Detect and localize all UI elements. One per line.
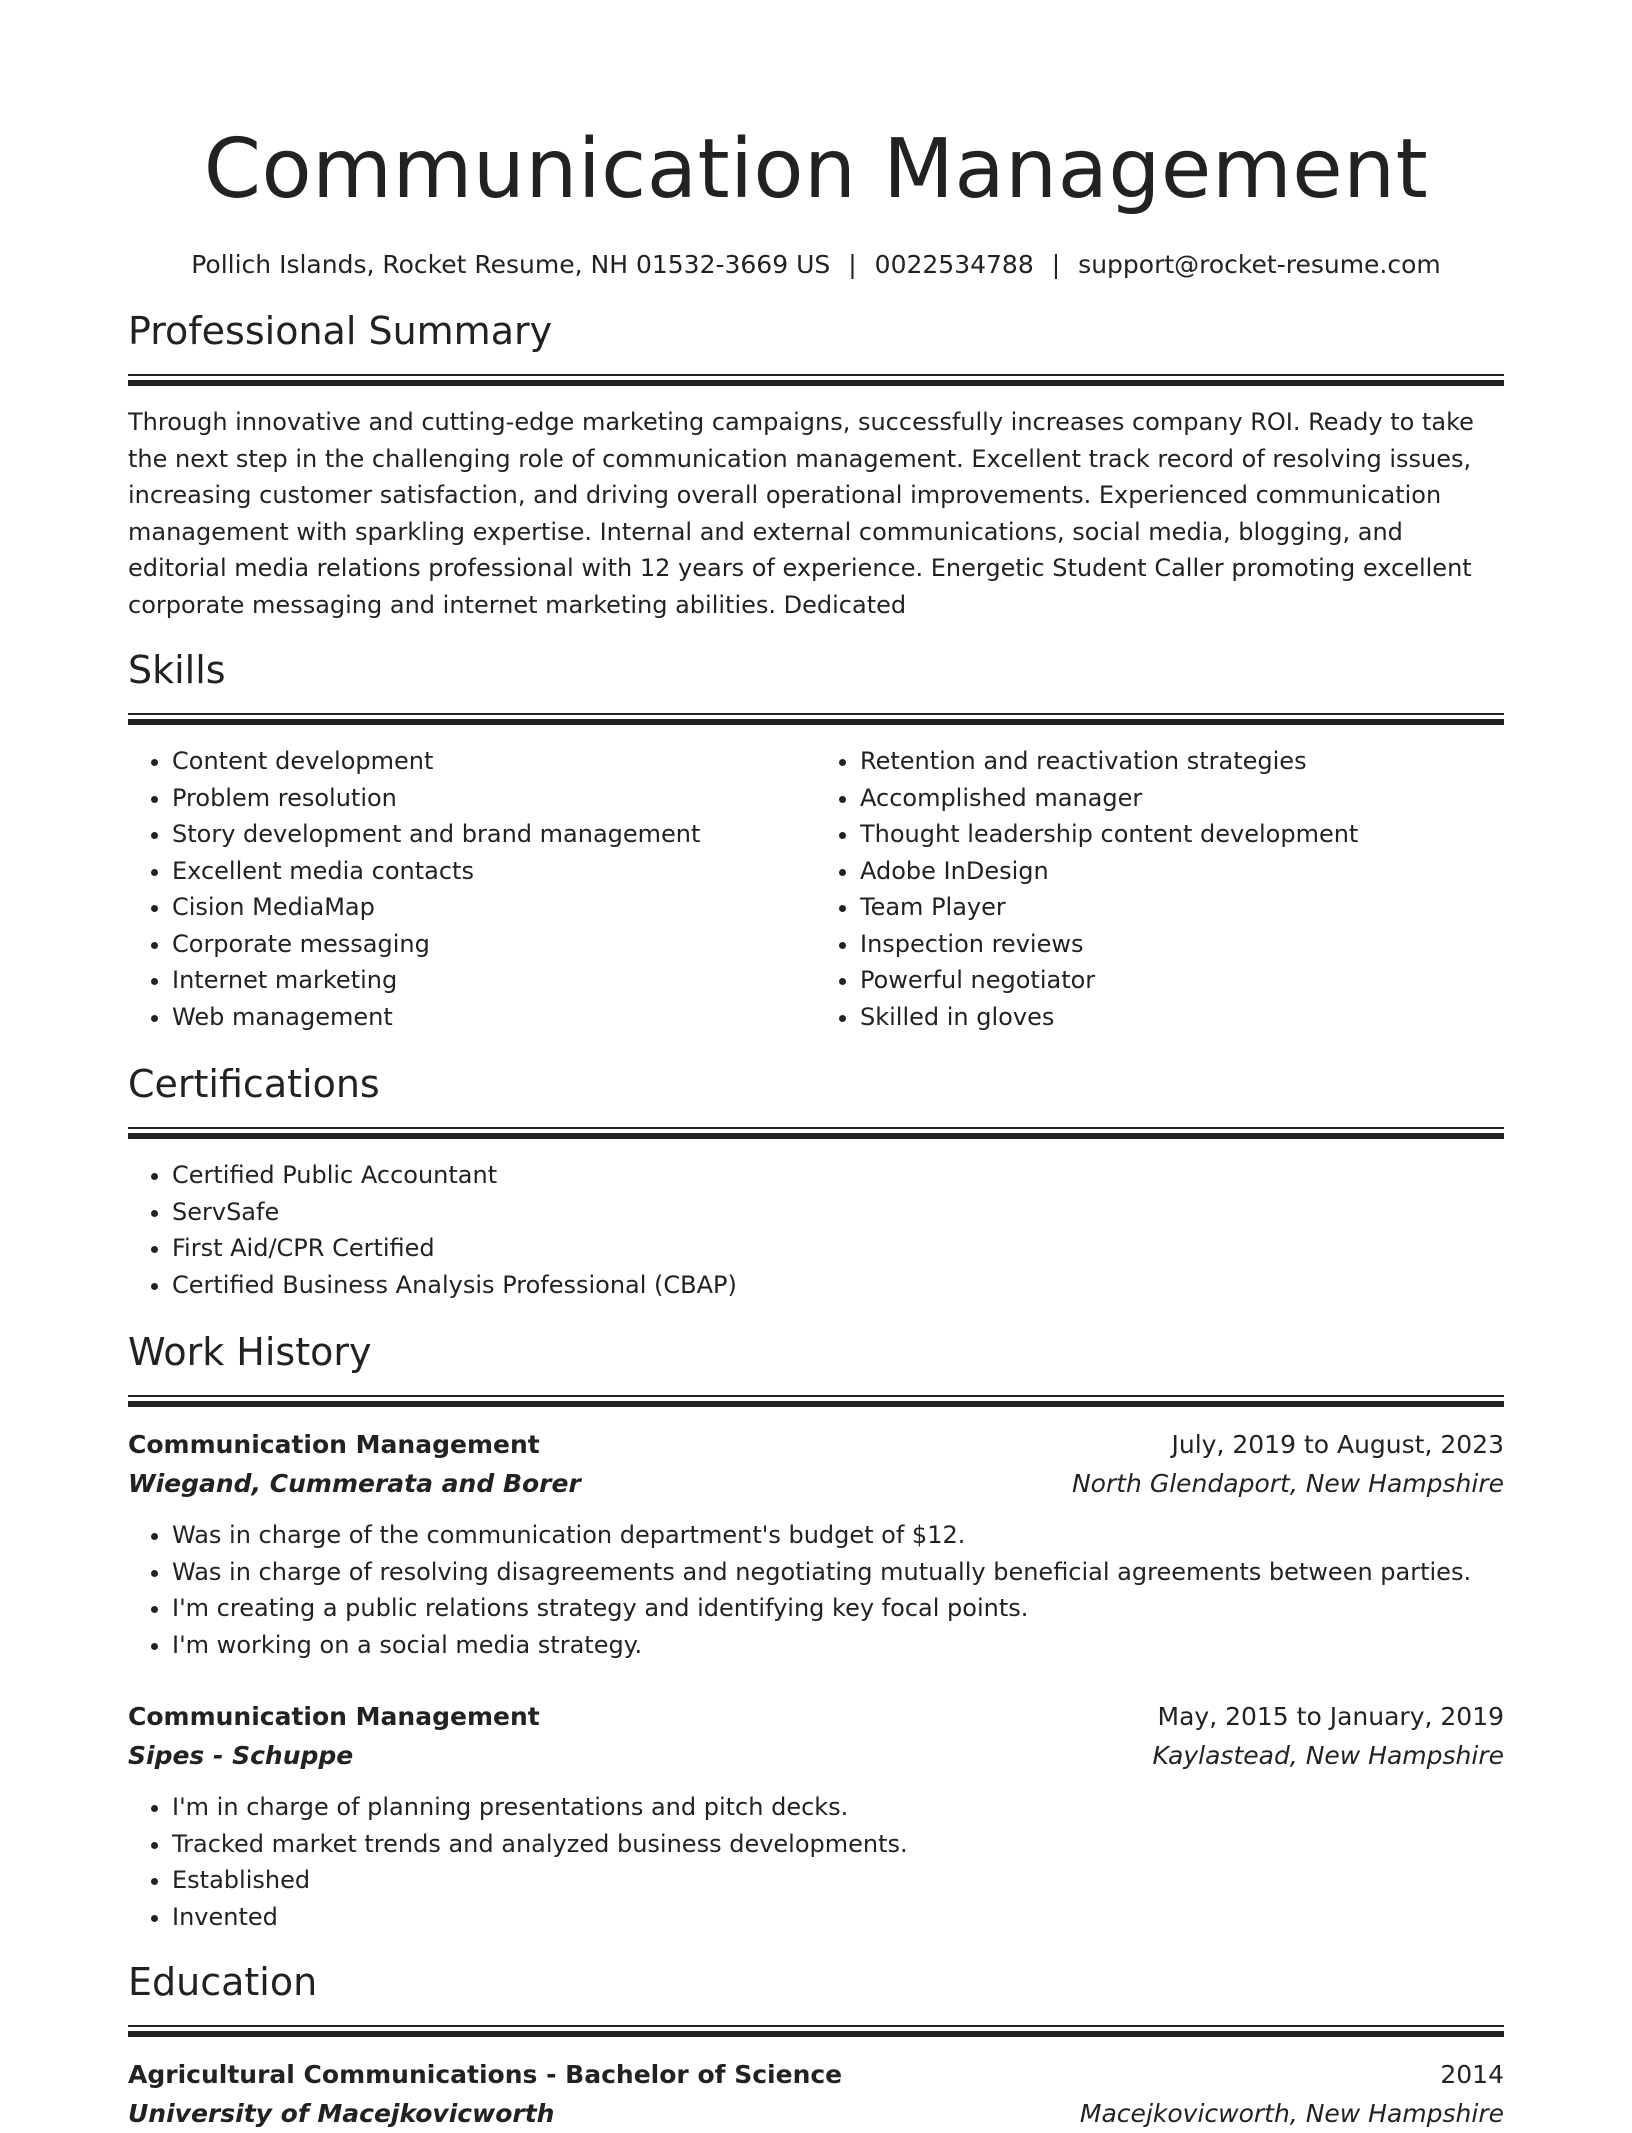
job-header-row xyxy=(128,1425,1504,1464)
summary-text: Through innovative and cutting-edge marketing campaigns, successfully increases company ROI. Ready to take the next step in the challenging role of communication management. Excellent track record of resolving issues, increasing customer satisfaction, and driving overall operational improvements. Experienced communication management with sparkling expertise. Internal and external communications, social media, blogging, and editorial media relations professional with 12 years of experience. Energetic Student Caller promoting excellent corporate messaging and internet marketing abilities. Dedicated xyxy=(128,408,1474,619)
job-bullet: • Invented xyxy=(172,1899,1504,1936)
job-title: Communication Management xyxy=(128,1430,540,1459)
certifications-section xyxy=(128,1059,1504,1303)
work-history-section xyxy=(128,1327,1504,1935)
skill-item: • Skilled in gloves xyxy=(860,999,1504,1036)
job-header-row xyxy=(128,1697,1504,1736)
section-divider xyxy=(128,1395,1504,1407)
job-dates: May, 2015 to January, 2019 xyxy=(1157,1702,1504,1731)
job-bullet: • I'm creating a public relations strategy and identifying key focal points. xyxy=(172,1590,1504,1627)
section-title-certifications: Certifications xyxy=(128,1062,380,1106)
section-title-education: Education xyxy=(128,1960,318,2004)
contact-separator: | xyxy=(1051,250,1061,279)
skill-item: • Team Player xyxy=(860,889,1504,926)
skill-item: • Web management xyxy=(172,999,816,1036)
job-bullet: • I'm in charge of planning presentations and pitch decks. xyxy=(172,1789,1504,1826)
education-entry xyxy=(128,2055,1504,2133)
skill-item: • Accomplished manager xyxy=(860,780,1504,817)
job-title: Communication Management xyxy=(128,1702,540,1731)
contact-separator: | xyxy=(848,250,857,279)
skills-section xyxy=(128,645,1504,1035)
certifications-list xyxy=(128,1157,1504,1303)
job-bullets xyxy=(128,1789,1504,1935)
education-year: 2014 xyxy=(1440,2060,1504,2089)
job-bullet: • Tracked market trends and analyzed business developments. xyxy=(172,1826,1504,1863)
job-bullet: • Was in charge of the communication department's budget of $12. xyxy=(172,1517,1504,1554)
resume-name: Communication Management xyxy=(203,122,1429,217)
job-dates: July, 2019 to August, 2023 xyxy=(1171,1430,1504,1459)
skill-item: • Corporate messaging xyxy=(172,926,816,963)
section-divider xyxy=(128,1127,1504,1139)
education-location: Macejkovicworth, New Hampshire xyxy=(1079,2099,1504,2128)
skills-right-list xyxy=(816,743,1504,1035)
job-entry xyxy=(128,1697,1504,1935)
skill-item: • Retention and reactivation strategies xyxy=(860,743,1504,780)
skill-item: • Powerful negotiator xyxy=(860,962,1504,999)
job-location: North Glendaport, New Hampshire xyxy=(1071,1469,1504,1498)
section-title-work-history: Work History xyxy=(128,1330,372,1374)
job-company: Sipes - Schuppe xyxy=(128,1741,354,1770)
job-bullet: • I'm working on a social media strategy. xyxy=(172,1627,1504,1664)
job-bullet: • Established xyxy=(172,1862,1504,1899)
education-section xyxy=(128,1957,1504,2133)
job-entry xyxy=(128,1425,1504,1663)
education-degree: Agricultural Communications - Bachelor of Science xyxy=(128,2060,843,2089)
education-school-row xyxy=(128,2094,1504,2133)
skills-left-list xyxy=(128,743,816,1035)
certification-item: • ServSafe xyxy=(172,1194,1504,1231)
skill-item: • Story development and brand management xyxy=(172,816,816,853)
skill-item: • Adobe InDesign xyxy=(860,853,1504,890)
job-bullets xyxy=(128,1517,1504,1663)
job-company-row xyxy=(128,1464,1504,1503)
summary-section xyxy=(128,306,1504,623)
certification-item: • First Aid/CPR Certified xyxy=(172,1230,1504,1267)
certification-item: • Certified Business Analysis Professional (CBAP) xyxy=(172,1267,1504,1304)
job-company-row xyxy=(128,1736,1504,1775)
section-divider xyxy=(128,374,1504,386)
skill-item: • Content development xyxy=(172,743,816,780)
skill-item: • Thought leadership content development xyxy=(860,816,1504,853)
skills-grid xyxy=(128,743,1504,1035)
education-school: University of Macejkovicworth xyxy=(128,2099,555,2128)
skill-item: • Cision MediaMap xyxy=(172,889,816,926)
skill-item: • Excellent media contacts xyxy=(172,853,816,890)
education-header-row xyxy=(128,2055,1504,2094)
contact-phone: 0022534788 xyxy=(874,250,1034,279)
section-divider xyxy=(128,2025,1504,2037)
job-bullet: • Was in charge of resolving disagreements and negotiating mutually beneficial agreements between parties. xyxy=(172,1554,1504,1591)
job-company: Wiegand, Cummerata and Borer xyxy=(128,1469,581,1498)
skill-item: • Inspection reviews xyxy=(860,926,1504,963)
contact-line xyxy=(128,248,1504,282)
certification-item: • Certified Public Accountant xyxy=(172,1157,1504,1194)
section-title-summary: Professional Summary xyxy=(128,309,553,353)
skill-item: • Problem resolution xyxy=(172,780,816,817)
job-location: Kaylastead, New Hampshire xyxy=(1152,1741,1504,1770)
section-divider xyxy=(128,713,1504,725)
contact-address: Pollich Islands, Rocket Resume, NH 01532-3669 US xyxy=(191,250,831,279)
contact-email: support@rocket-resume.com xyxy=(1078,250,1441,279)
skill-item: • Internet marketing xyxy=(172,962,816,999)
section-title-skills: Skills xyxy=(128,648,226,692)
